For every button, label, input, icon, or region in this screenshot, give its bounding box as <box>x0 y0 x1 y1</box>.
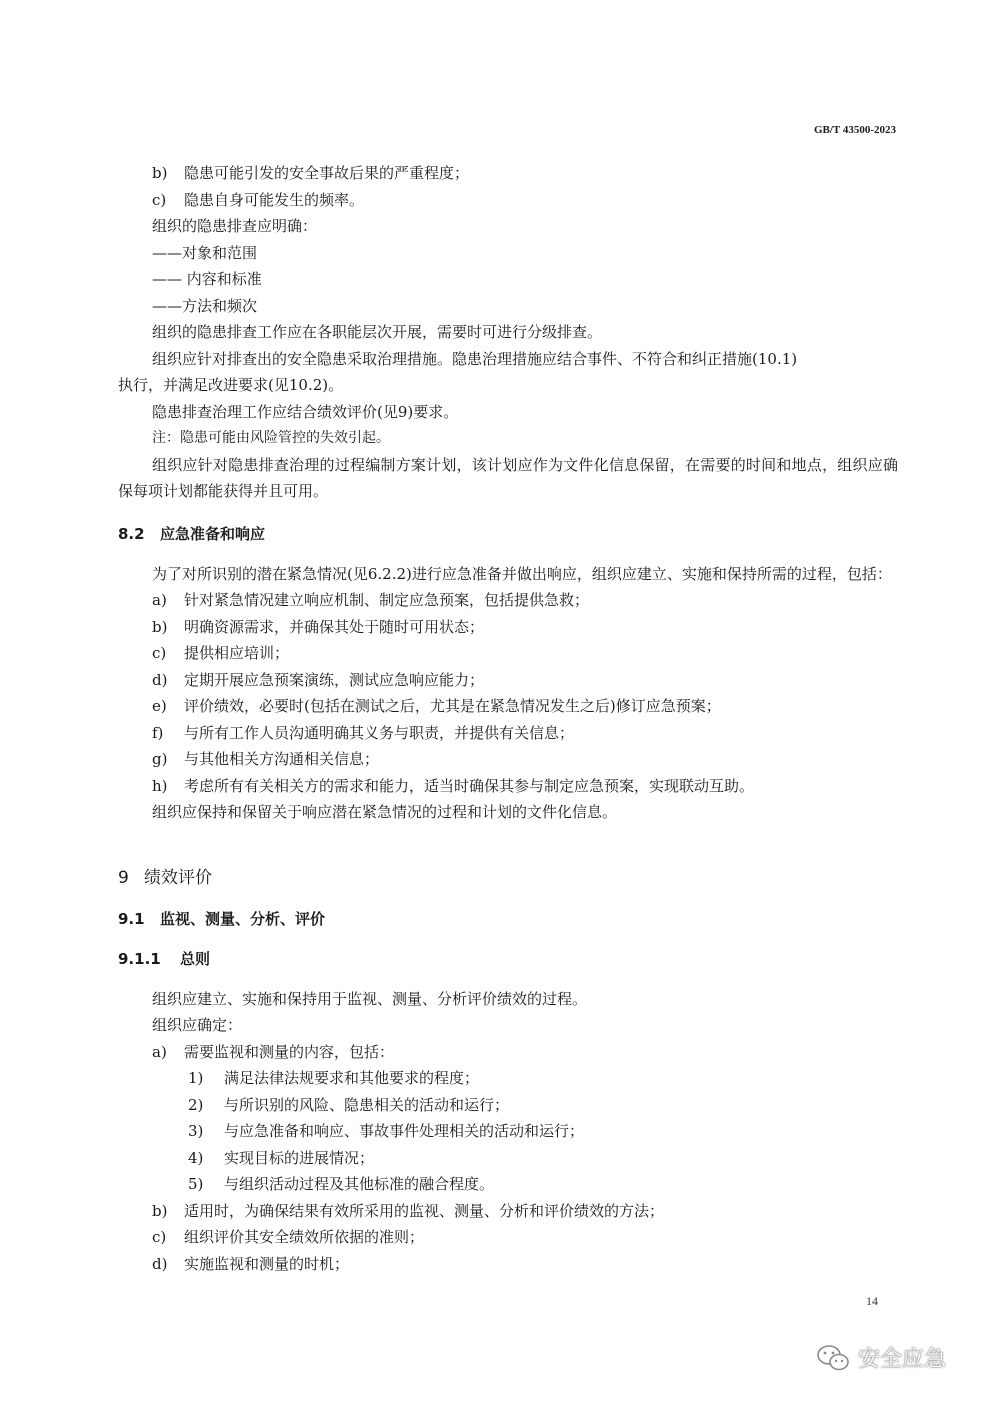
chapter-number: 9 <box>118 867 129 888</box>
list-item <box>118 1224 898 1251</box>
chapter-heading-9 <box>118 864 898 892</box>
list-text: 与所识别的风险、隐患相关的活动和运行； <box>224 1095 510 1114</box>
dash-item: ——对象和范围 <box>152 243 258 262</box>
paragraph: 组织应针对隐患排查治理的过程编制方案计划，该计划应作为文件化信息保留，在需要的时间和地点，组织应确保每项计划都能获得并且可用。 <box>118 455 898 500</box>
list-text: 定期开展应急预案演练，测试应急响应能力； <box>184 670 485 689</box>
list-text: 满足法律法规要求和其他要求的程度； <box>224 1069 480 1087</box>
wechat-icon <box>816 1344 850 1372</box>
list-label: g) <box>152 750 168 768</box>
list-text: 需要监视和测量的内容，包括： <box>184 1042 395 1061</box>
section-number: 8.2 <box>118 524 145 543</box>
list-label: b) <box>152 164 168 182</box>
list-text: 考虑所有有关相关方的需求和能力，适当时确保其参与制定应急预案，实现联动互助。 <box>184 776 755 795</box>
section-number: 9.1 <box>118 909 145 928</box>
list-label: c) <box>152 644 167 662</box>
list-item <box>118 720 898 747</box>
list-label: d) <box>152 670 168 689</box>
paragraph: 组织的隐患排查应明确： <box>152 217 318 235</box>
list-text: 评价绩效，必要时(包括在测试之后，尤其是在紧急情况发生之后)修订应急预案； <box>184 697 721 715</box>
paragraph: 组织应保持和保留关于响应潜在紧急情况的过程和计划的文件化信息。 <box>152 803 618 821</box>
list-label: 2) <box>188 1095 204 1114</box>
list-item <box>118 693 898 720</box>
list-label: c) <box>152 1228 167 1246</box>
watermark <box>816 1342 946 1373</box>
paragraph: 组织应建立、实施和保持用于监视、测量、分析评价绩效的过程。 <box>152 989 588 1008</box>
document-body <box>118 160 898 1277</box>
list-label: b) <box>152 1201 168 1220</box>
list-label: a) <box>152 591 167 609</box>
note: 注：隐患可能由风险管控的失效引起。 <box>152 430 390 446</box>
paragraph-continuation: 执行，并满足改进要求(见10.2)。 <box>118 376 344 394</box>
section-title: 应急准备和响应 <box>160 524 266 543</box>
list-text: 与组织活动过程及其他标准的融合程度。 <box>224 1175 495 1193</box>
paragraph: 组织的隐患排查工作应在各职能层次开展，需要时可进行分级排查。 <box>152 323 603 341</box>
sub-list-item <box>118 1171 898 1198</box>
section-heading-8-2 <box>118 521 898 547</box>
list-text: 与所有工作人员沟通明确其义务与职责，并提供有关信息； <box>184 723 575 742</box>
section-title: 总则 <box>180 949 211 968</box>
list-label: e) <box>152 697 167 715</box>
paragraph: 组织应确定： <box>152 1016 243 1034</box>
list-item <box>118 1198 898 1225</box>
list-label: c) <box>152 190 167 209</box>
list-label: 3) <box>188 1122 204 1140</box>
list-item <box>118 667 898 694</box>
list-label: f) <box>152 723 164 742</box>
dash-item: ——方法和频次 <box>152 296 258 315</box>
list-text: 实施监视和测量的时机； <box>184 1254 350 1273</box>
list-text: 提供相应培训； <box>184 644 290 662</box>
list-text: 与其他相关方沟通相关信息； <box>184 750 380 768</box>
dash-item: —— 内容和标准 <box>152 270 262 288</box>
list-text: 适用时，为确保结果有效所采用的监视、测量、分析和评价绩效的方法； <box>184 1201 665 1220</box>
list-label: h) <box>152 776 168 795</box>
section-heading-9-1 <box>118 906 898 932</box>
watermark-text: 安全应急 <box>858 1347 947 1372</box>
list-text: 与应急准备和响应、事故事件处理相关的活动和运行； <box>224 1122 585 1140</box>
list-label: a) <box>152 1042 167 1061</box>
list-label: b) <box>152 617 168 636</box>
list-item <box>118 1039 898 1066</box>
list-text: 明确资源需求，并确保其处于随时可用状态； <box>184 617 485 636</box>
list-text: 针对紧急情况建立响应机制、制定应急预案，包括提供急救； <box>184 591 590 609</box>
list-text: 隐患自身可能发生的频率。 <box>184 190 365 209</box>
chapter-title: 绩效评价 <box>144 867 212 888</box>
list-item <box>118 160 898 187</box>
list-item <box>118 640 898 667</box>
list-text: 隐患可能引发的安全事故后果的严重程度； <box>184 164 470 182</box>
paragraph: 隐患排查治理工作应结合绩效评价(见9)要求。 <box>152 402 459 421</box>
list-text: 组织评价其安全绩效所依据的准则； <box>184 1228 425 1246</box>
section-title: 监视、测量、分析、评价 <box>160 909 326 928</box>
list-label: 5) <box>188 1175 204 1193</box>
sub-list-item <box>118 1065 898 1092</box>
list-label: 1) <box>188 1069 204 1087</box>
list-item <box>118 587 898 614</box>
list-item <box>118 614 898 641</box>
section-number: 9.1.1 <box>118 949 161 968</box>
list-item <box>118 773 898 800</box>
list-item <box>118 187 898 214</box>
section-heading-9-1-1 <box>118 946 898 972</box>
list-text: 实现目标的进展情况； <box>224 1148 375 1167</box>
list-item <box>118 746 898 773</box>
list-label: d) <box>152 1254 168 1273</box>
sub-list-item <box>118 1092 898 1119</box>
paragraph: 组织应针对排查出的安全隐患采取治理措施。隐患治理措施应结合事件、不符合和纠正措施(10.1) <box>152 349 798 368</box>
sub-list-item <box>118 1118 898 1145</box>
sub-list-item <box>118 1145 898 1172</box>
list-item <box>118 1251 898 1278</box>
list-label: 4) <box>188 1148 204 1167</box>
standard-code: GB/T 43500-2023 <box>813 124 896 136</box>
page-number: 14 <box>866 1294 878 1308</box>
paragraph: 为了对所识别的潜在紧急情况(见6.2.2)进行应急准备并做出响应，组织应建立、实施和保持所需的过程，包括： <box>152 564 892 583</box>
